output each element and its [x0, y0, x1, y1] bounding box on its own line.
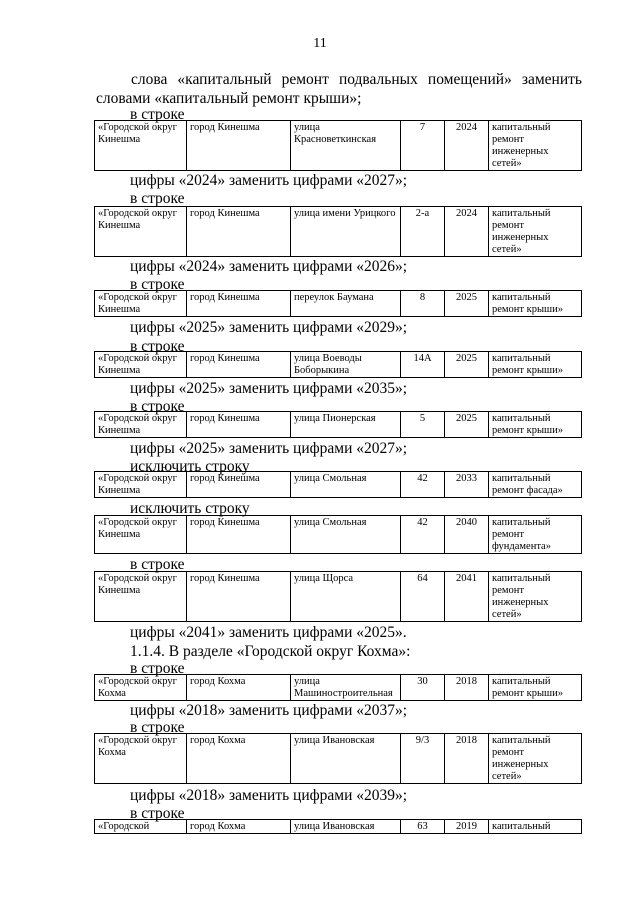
city-cell: город Кинешма	[187, 352, 291, 378]
district-cell: «Городской округ Кохма	[95, 734, 187, 784]
instruction-line: цифры «2025» заменить цифрами «2035»;	[130, 380, 408, 397]
amended-row-table	[94, 674, 582, 701]
house-number-cell: 42	[401, 472, 445, 498]
instruction-line: цифры «2024» заменить цифрами «2027»;	[130, 172, 408, 189]
table-row	[95, 352, 582, 378]
table-row	[95, 207, 582, 257]
amended-row-table	[94, 206, 582, 257]
work-type-cell: капитальный	[489, 820, 582, 834]
district-cell: «Городской округ Кохма	[95, 675, 187, 701]
street-cell: переулок Баумана	[291, 291, 401, 317]
year-cell: 2018	[445, 734, 489, 784]
house-number-cell: 7	[401, 121, 445, 171]
amended-row-table	[94, 411, 582, 438]
street-cell: улица Пионерская	[291, 412, 401, 438]
street-cell: улица Ивановская	[291, 820, 401, 834]
work-type-cell: капитальный ремонт инженерных сетей»	[489, 207, 582, 257]
amended-row-table	[94, 515, 582, 554]
city-cell: город Кинешма	[187, 572, 291, 622]
street-cell: улица Смольная	[291, 472, 401, 498]
house-number-cell: 2-а	[401, 207, 445, 257]
house-number-cell: 14А	[401, 352, 445, 378]
city-cell: город Кохма	[187, 675, 291, 701]
instruction-line: в строке	[130, 398, 185, 415]
street-cell: улица Щорса	[291, 572, 401, 622]
street-cell: улица имени Урицкого	[291, 207, 401, 257]
work-type-cell: капитальный ремонт фасада»	[489, 472, 582, 498]
city-cell: город Кинешма	[187, 472, 291, 498]
amended-row-table	[94, 571, 582, 622]
work-type-cell: капитальный ремонт крыши»	[489, 291, 582, 317]
table-row	[95, 472, 582, 498]
intro-line-2: словами «капитальный ремонт крыши»;	[96, 90, 362, 107]
city-cell: город Кохма	[187, 734, 291, 784]
district-cell: «Городской округ Кинешма	[95, 352, 187, 378]
intro-paragraph	[96, 70, 582, 108]
instruction-line: 1.1.4. В разделе «Городской округ Кохма»:	[130, 643, 411, 660]
instruction-line: в строке	[130, 719, 185, 736]
street-cell: улица Смольная	[291, 516, 401, 554]
amended-row-table	[94, 471, 582, 498]
year-cell: 2019	[445, 820, 489, 834]
city-cell: город Кинешма	[187, 412, 291, 438]
instruction-line: исключить строку	[130, 458, 250, 475]
work-type-cell: капитальный ремонт крыши»	[489, 352, 582, 378]
table-row	[95, 675, 582, 701]
instruction-line: в строке	[130, 338, 185, 355]
instruction-line: цифры «2024» заменить цифрами «2026»;	[130, 258, 408, 275]
table-row	[95, 572, 582, 622]
work-type-cell: капитальный ремонт крыши»	[489, 412, 582, 438]
district-cell: «Городской округ Кинешма	[95, 472, 187, 498]
city-cell: город Кинешма	[187, 516, 291, 554]
house-number-cell: 30	[401, 675, 445, 701]
amended-row-table	[94, 351, 582, 378]
work-type-cell: капитальный ремонт крыши»	[489, 675, 582, 701]
year-cell: 2025	[445, 291, 489, 317]
district-cell: «Городской округ Кинешма	[95, 516, 187, 554]
street-cell: улица Красноветкинская	[291, 121, 401, 171]
city-cell: город Кинешма	[187, 207, 291, 257]
table-row	[95, 412, 582, 438]
district-cell: «Городской округ Кинешма	[95, 121, 187, 171]
work-type-cell: капитальный ремонт инженерных сетей»	[489, 572, 582, 622]
table-row	[95, 516, 582, 554]
instruction-line: в строке	[130, 106, 185, 123]
table-row	[95, 734, 582, 784]
year-cell: 2024	[445, 121, 489, 171]
city-cell: город Кохма	[187, 820, 291, 834]
district-cell: «Городской округ Кинешма	[95, 207, 187, 257]
intro-line-1: слова «капитальный ремонт подвальных помещений» заменить	[131, 71, 582, 88]
amended-row-table	[94, 733, 582, 784]
district-cell: «Городской округ Кинешма	[95, 572, 187, 622]
city-cell: город Кинешма	[187, 121, 291, 171]
table-row	[95, 820, 582, 834]
work-type-cell: капитальный ремонт инженерных сетей»	[489, 121, 582, 171]
page-number: 11	[313, 36, 327, 51]
instruction-line: цифры «2041» заменить цифрами «2025».	[130, 624, 407, 641]
amended-row-table	[94, 120, 582, 171]
work-type-cell: капитальный ремонт инженерных сетей»	[489, 734, 582, 784]
instruction-line: цифры «2025» заменить цифрами «2027»;	[130, 440, 408, 457]
district-cell: «Городской округ Кинешма	[95, 412, 187, 438]
district-cell: «Городской округ Кинешма	[95, 291, 187, 317]
year-cell: 2024	[445, 207, 489, 257]
instruction-line: исключить строку	[130, 500, 250, 517]
amended-row-table	[94, 290, 582, 317]
year-cell: 2025	[445, 412, 489, 438]
house-number-cell: 5	[401, 412, 445, 438]
instruction-line: в строке	[130, 805, 185, 822]
year-cell: 2025	[445, 352, 489, 378]
district-cell: «Городской	[95, 820, 187, 834]
city-cell: город Кинешма	[187, 291, 291, 317]
year-cell: 2040	[445, 516, 489, 554]
instruction-line: в строке	[130, 276, 185, 293]
work-type-cell: капитальный ремонт фундамента»	[489, 516, 582, 554]
house-number-cell: 8	[401, 291, 445, 317]
instruction-line: цифры «2018» заменить цифрами «2039»;	[130, 787, 408, 804]
table-row	[95, 291, 582, 317]
year-cell: 2033	[445, 472, 489, 498]
instruction-line: в строке	[130, 660, 185, 677]
year-cell: 2018	[445, 675, 489, 701]
instruction-line: в строке	[130, 190, 185, 207]
house-number-cell: 63	[401, 820, 445, 834]
instruction-line: цифры «2018» заменить цифрами «2037»;	[130, 702, 408, 719]
instruction-line: цифры «2025» заменить цифрами «2029»;	[130, 319, 408, 336]
house-number-cell: 42	[401, 516, 445, 554]
street-cell: улица Машиностроительная	[291, 675, 401, 701]
house-number-cell: 9/3	[401, 734, 445, 784]
amended-row-table	[94, 819, 582, 834]
house-number-cell: 64	[401, 572, 445, 622]
table-row	[95, 121, 582, 171]
instruction-line: в строке	[130, 556, 185, 573]
year-cell: 2041	[445, 572, 489, 622]
street-cell: улица Ивановская	[291, 734, 401, 784]
street-cell: улица Воеводы Боборыкина	[291, 352, 401, 378]
